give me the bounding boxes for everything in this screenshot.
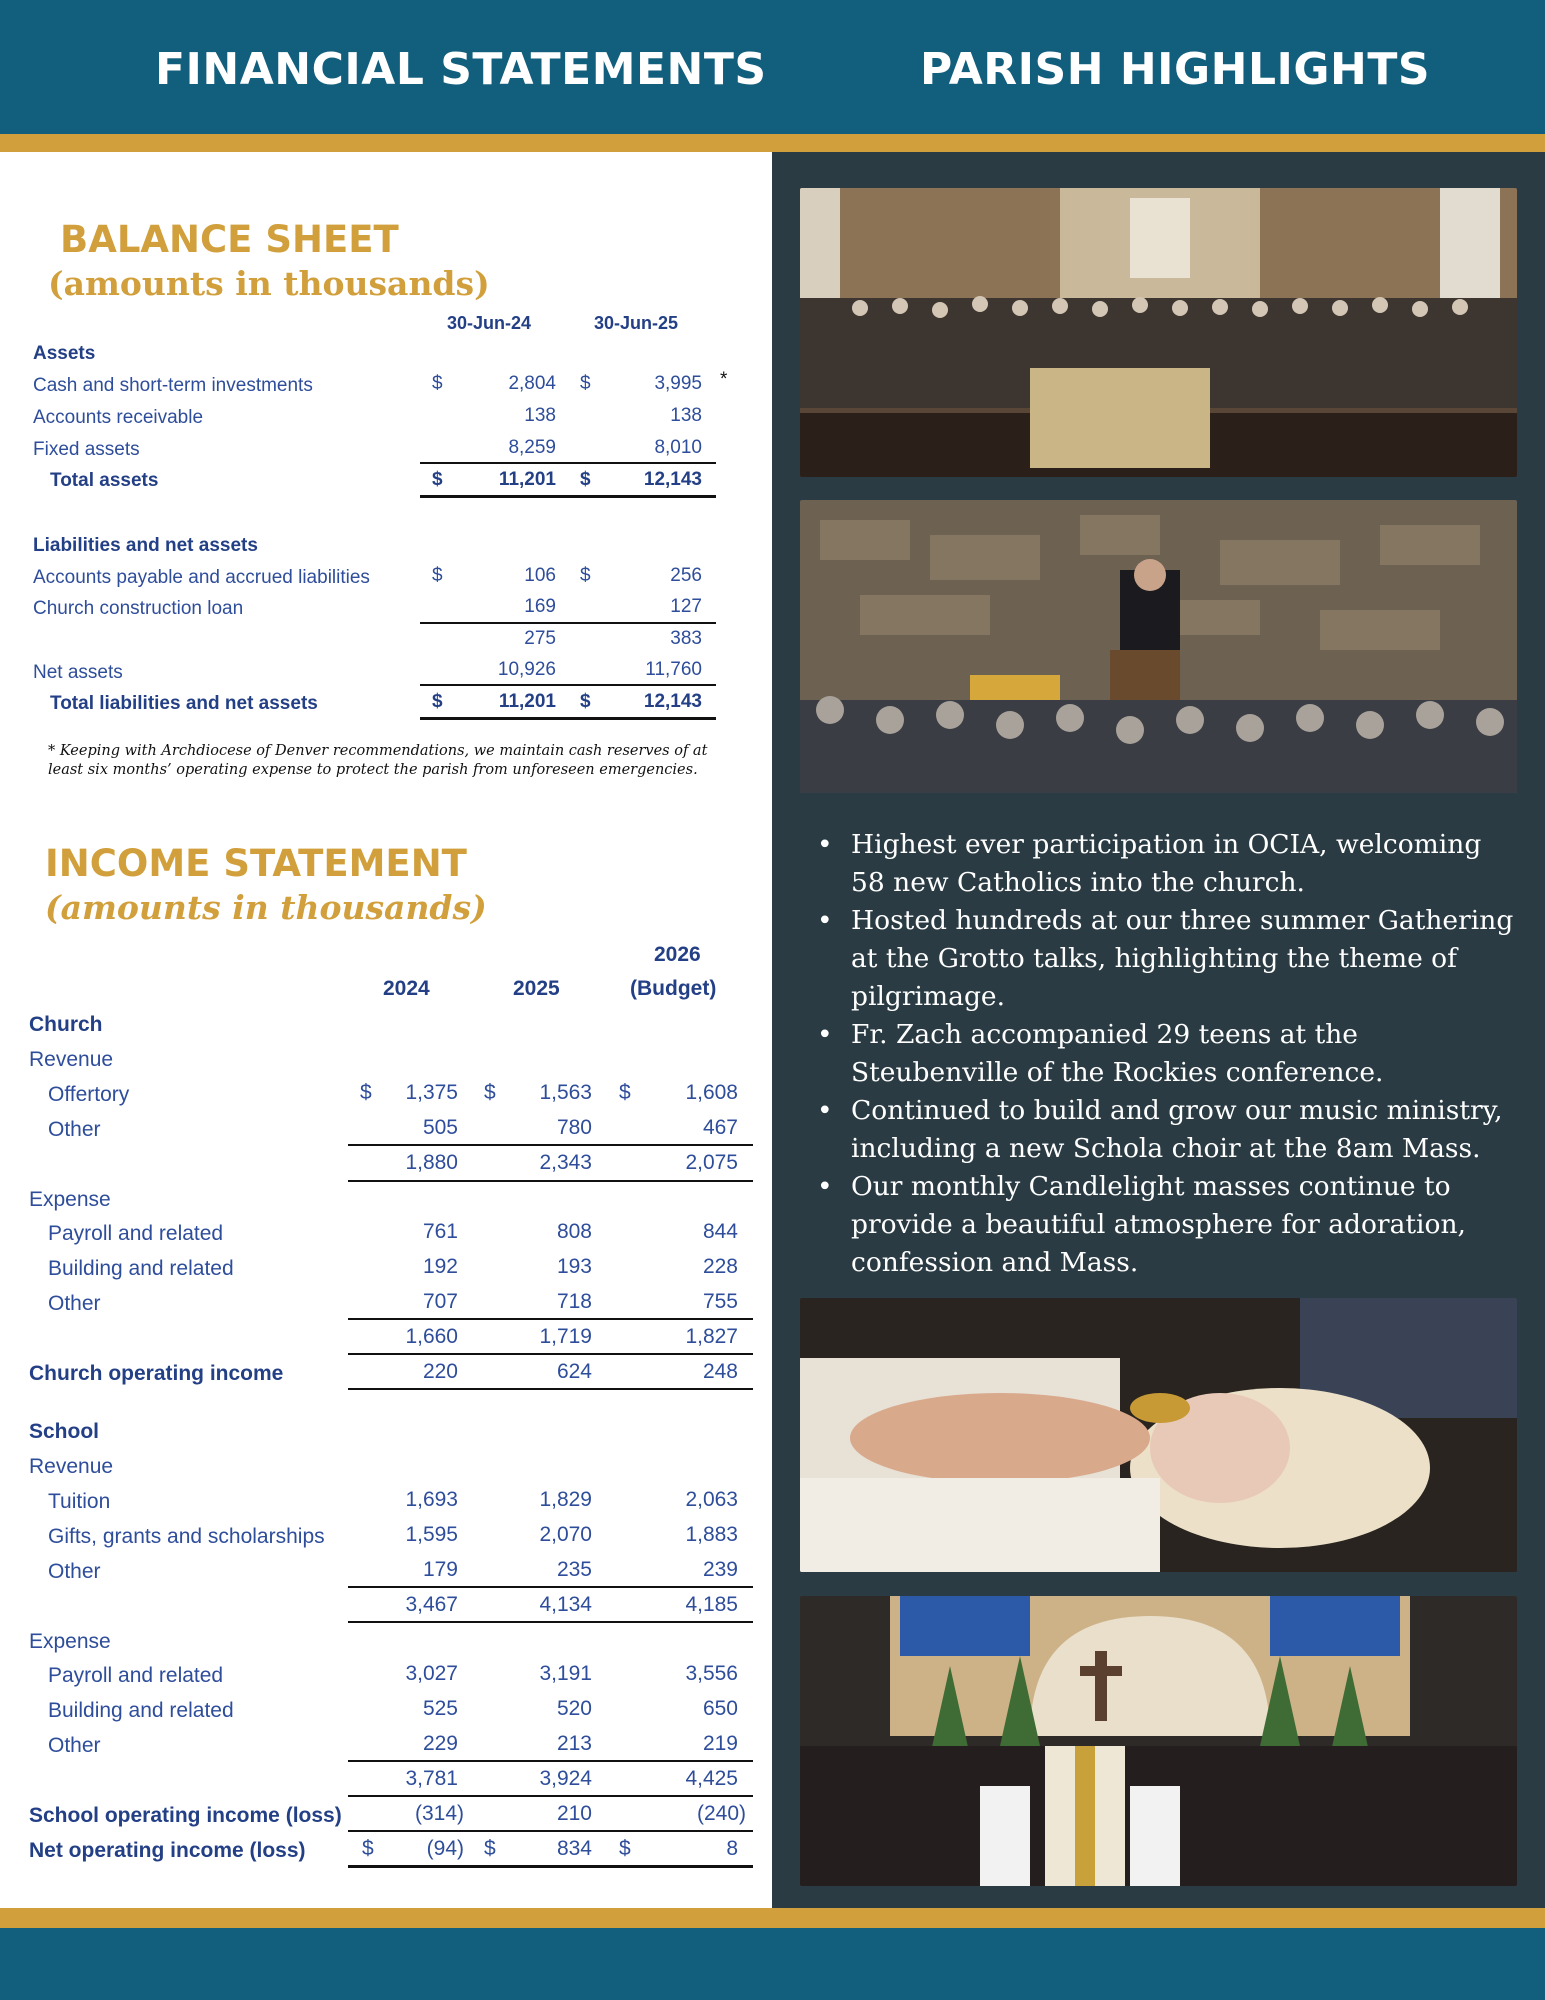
row-label: Offertory	[48, 1083, 130, 1106]
value-cell: 210	[556, 1802, 592, 1825]
value-cell: 3,027	[405, 1662, 458, 1685]
row-label: Total liabilities and net assets	[50, 693, 318, 714]
header-bar	[0, 0, 1545, 134]
list-item	[815, 1168, 1515, 1282]
value-cell: 169	[524, 596, 556, 617]
value-cell: 3,924	[539, 1767, 592, 1790]
liabilities-heading: Liabilities and net assets	[33, 535, 258, 556]
subtotal-rule	[420, 462, 716, 464]
value-cell: 11,201	[498, 691, 556, 712]
assets-heading: Assets	[33, 343, 96, 364]
value-cell: 2,804	[508, 373, 556, 394]
value-cell: 179	[422, 1558, 458, 1581]
col-header: (Budget)	[630, 977, 717, 1000]
value-cell: 1,595	[405, 1523, 458, 1546]
photo-grotto-talk	[800, 500, 1517, 793]
photo-ocia-group	[800, 188, 1517, 477]
header-gold-rule	[0, 134, 1545, 152]
value-cell: 2,070	[539, 1523, 592, 1546]
row-label: Accounts payable and accrued liabilities	[33, 567, 370, 588]
row-label: Other	[48, 1560, 101, 1583]
highlight-text: Highest ever participation in OCIA, welcoming 58 new Catholics into the church.	[851, 829, 1482, 898]
value-cell: 1,375	[405, 1081, 458, 1104]
bullet-icon: •	[817, 1019, 833, 1050]
subtotal-rule	[348, 1795, 753, 1797]
value-cell: 8,259	[508, 437, 556, 458]
bullet-icon: •	[817, 905, 833, 936]
value-cell: 127	[670, 596, 702, 617]
bullet-icon: •	[817, 1171, 833, 1202]
value-cell: 755	[702, 1290, 738, 1313]
row-label: Fixed assets	[33, 439, 140, 460]
expense-label: Expense	[29, 1188, 111, 1211]
row-label: Cash and short-term investments	[33, 375, 313, 396]
subtotal-rule	[420, 684, 716, 686]
value-cell: 650	[702, 1697, 738, 1720]
row-label: Total assets	[50, 470, 159, 491]
value-cell: 248	[702, 1360, 738, 1383]
value-cell: 138	[524, 405, 556, 426]
value-cell: 1,660	[405, 1325, 458, 1348]
cash-reserve-footnote: * Keeping with Archdiocese of Denver recommendations, we maintain cash reserves of at least six months’ operating expense to protect the parish from unforeseen emergencies.	[48, 743, 708, 778]
subtotal-rule	[348, 1621, 753, 1623]
footer-bar	[0, 1928, 1545, 2000]
row-label: Other	[48, 1734, 101, 1757]
highlight-text: Hosted hundreds at our three summer Gathering at the Grotto talks, highlighting the theme of pilgrimage.	[851, 905, 1514, 1012]
subtotal-rule	[348, 1180, 753, 1182]
photo-baptism	[800, 1298, 1517, 1572]
highlights-list	[815, 826, 1515, 1282]
value-cell: (240)	[696, 1802, 746, 1825]
value-cell: 718	[556, 1290, 592, 1313]
value-cell: 8	[726, 1837, 738, 1860]
value-cell: 2,063	[685, 1488, 738, 1511]
col-header: 30-Jun-25	[594, 313, 679, 333]
value-cell: 11,760	[645, 659, 702, 680]
value-cell: 505	[422, 1116, 458, 1139]
balance-sheet-subtitle: (amounts in thousands)	[48, 264, 490, 303]
row-label: Church construction loan	[33, 598, 244, 619]
dollar-sign: $	[580, 469, 591, 490]
church-heading: Church	[29, 1013, 103, 1036]
dollar-sign: $	[432, 373, 443, 394]
row-label: Payroll and related	[48, 1222, 224, 1245]
value-cell: 834	[556, 1837, 592, 1860]
balance-sheet-title: BALANCE SHEET	[60, 218, 399, 261]
value-cell: 707	[422, 1290, 458, 1313]
dollar-sign: $	[484, 1837, 496, 1860]
value-cell: 193	[556, 1255, 592, 1278]
dollar-sign: $	[580, 373, 591, 394]
value-cell: 3,995	[654, 373, 702, 394]
total-rule	[348, 1865, 753, 1868]
dollar-sign: $	[360, 1081, 372, 1104]
value-cell: 808	[556, 1220, 592, 1243]
footnote-marker: *	[720, 369, 728, 390]
row-label: Net assets	[33, 662, 123, 683]
value-cell: 4,185	[685, 1593, 738, 1616]
value-cell: 11,201	[498, 469, 556, 490]
subtotal-rule	[420, 622, 716, 624]
value-cell: 3,191	[539, 1662, 592, 1685]
revenue-label: Revenue	[29, 1048, 114, 1071]
value-cell: 12,143	[643, 691, 702, 712]
parish-highlights-title: PARISH HIGHLIGHTS	[920, 44, 1431, 95]
dollar-sign: $	[484, 1081, 496, 1104]
value-cell: 1,608	[685, 1081, 738, 1104]
value-cell: 3,556	[685, 1662, 738, 1685]
value-cell: 220	[422, 1360, 458, 1383]
school-heading: School	[29, 1420, 100, 1443]
footer-gold-rule	[0, 1908, 1545, 1928]
value-cell: 106	[524, 565, 556, 586]
value-cell: 780	[556, 1116, 592, 1139]
highlight-text: Continued to build and grow our music ministry, including a new Schola choir at the 8am Mass.	[851, 1095, 1503, 1164]
row-label: Gifts, grants and scholarships	[48, 1525, 325, 1548]
col-header: 2025	[513, 977, 560, 1000]
list-item	[815, 1092, 1515, 1168]
value-cell: 256	[670, 565, 702, 586]
value-cell: 275	[524, 628, 556, 649]
dollar-sign: $	[432, 691, 443, 712]
revenue-label: Revenue	[29, 1455, 114, 1478]
col-header: 2024	[383, 977, 430, 1000]
income-statement-subtitle: (amounts in thousands)	[45, 888, 487, 927]
row-label: Net operating income (loss)	[29, 1839, 306, 1862]
dollar-sign: $	[432, 565, 443, 586]
row-label: Other	[48, 1118, 101, 1141]
dollar-sign: $	[619, 1081, 631, 1104]
value-cell: 2,075	[685, 1151, 738, 1174]
bullet-icon: •	[817, 829, 833, 860]
value-cell: 219	[702, 1732, 738, 1755]
value-cell: 3,781	[405, 1767, 458, 1790]
value-cell: 624	[556, 1360, 592, 1383]
value-cell: 213	[556, 1732, 592, 1755]
value-cell: 4,425	[685, 1767, 738, 1790]
subtotal-rule	[348, 1388, 753, 1390]
dollar-sign: $	[362, 1837, 374, 1860]
dollar-sign: $	[580, 691, 591, 712]
photo-christmas-mass	[800, 1596, 1517, 1886]
value-cell: 10,926	[497, 659, 556, 680]
expense-label: Expense	[29, 1630, 111, 1653]
subtotal-rule	[348, 1586, 753, 1588]
subtotal-rule	[348, 1830, 753, 1832]
value-cell: 4,134	[539, 1593, 592, 1616]
value-cell: (314)	[414, 1802, 464, 1825]
row-label: Building and related	[48, 1699, 234, 1722]
value-cell: 235	[556, 1558, 592, 1581]
value-cell: 1,827	[685, 1325, 738, 1348]
dollar-sign: $	[619, 1837, 631, 1860]
row-label: Building and related	[48, 1257, 234, 1280]
income-statement-title: INCOME STATEMENT	[45, 842, 467, 885]
value-cell: 8,010	[654, 437, 702, 458]
value-cell: 3,467	[405, 1593, 458, 1616]
highlight-text: Our monthly Candlelight masses continue to provide a beautiful atmosphere for adoration, confession and Mass.	[851, 1171, 1466, 1278]
subtotal-rule	[348, 1353, 753, 1355]
row-label: Tuition	[48, 1490, 111, 1513]
value-cell: 229	[422, 1732, 458, 1755]
list-item	[815, 902, 1515, 1016]
value-cell: 761	[422, 1220, 458, 1243]
bullet-icon: •	[817, 1095, 833, 1126]
col-header: 2026	[654, 943, 701, 966]
col-header: 30-Jun-24	[447, 313, 532, 333]
subtotal-rule	[348, 1760, 753, 1762]
dollar-sign: $	[580, 565, 591, 586]
value-cell: 1,563	[539, 1081, 592, 1104]
list-item	[815, 826, 1515, 902]
value-cell: 192	[422, 1255, 458, 1278]
row-label: Accounts receivable	[33, 407, 204, 428]
value-cell: 520	[556, 1697, 592, 1720]
value-cell: 1,693	[405, 1488, 458, 1511]
total-rule	[420, 717, 716, 720]
row-label: Church operating income	[29, 1362, 284, 1385]
value-cell: 1,719	[539, 1325, 592, 1348]
row-label: Other	[48, 1292, 101, 1315]
value-cell: 844	[702, 1220, 738, 1243]
value-cell: (94)	[426, 1837, 464, 1860]
value-cell: 2,343	[539, 1151, 592, 1174]
value-cell: 239	[702, 1558, 738, 1581]
highlight-text: Fr. Zach accompanied 29 teens at the Steubenville of the Rockies conference.	[851, 1019, 1384, 1088]
list-item	[815, 1016, 1515, 1092]
value-cell: 138	[670, 405, 702, 426]
financial-statements-title: FINANCIAL STATEMENTS	[155, 44, 767, 95]
value-cell: 12,143	[643, 469, 702, 490]
value-cell: 525	[422, 1697, 458, 1720]
total-rule	[420, 495, 716, 498]
subtotal-rule	[348, 1318, 753, 1320]
dollar-sign: $	[432, 469, 443, 490]
value-cell: 1,880	[405, 1151, 458, 1174]
row-label: Payroll and related	[48, 1664, 224, 1687]
value-cell: 228	[702, 1255, 738, 1278]
row-label: School operating income (loss)	[29, 1804, 342, 1827]
value-cell: 1,883	[685, 1523, 738, 1546]
value-cell: 383	[670, 628, 702, 649]
value-cell: 1,829	[539, 1488, 592, 1511]
value-cell: 467	[702, 1116, 738, 1139]
subtotal-rule	[348, 1144, 753, 1146]
